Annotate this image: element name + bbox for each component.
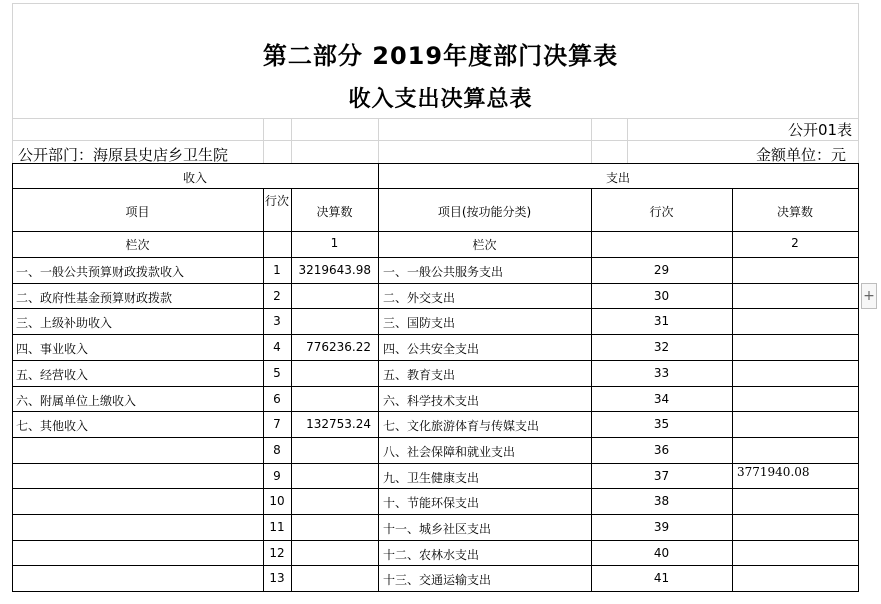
expense-row-no-cell: 33 bbox=[653, 366, 670, 380]
expense-row-no-cell: 39 bbox=[653, 520, 670, 534]
column-label-left: 栏次 bbox=[125, 238, 150, 252]
expense-item-cell: 十三、交通运输支出 bbox=[383, 573, 492, 587]
income-amount-cell: 3219643.98 bbox=[298, 263, 371, 277]
income-item-cell: 六、附属单位上缴收入 bbox=[16, 394, 137, 408]
expense-row-no-cell: 32 bbox=[653, 340, 670, 354]
table-border bbox=[378, 163, 379, 592]
income-row-no-cell: 7 bbox=[273, 417, 281, 431]
table-border bbox=[12, 411, 859, 412]
income-amount-cell: 132753.24 bbox=[306, 417, 371, 431]
expense-row-no-cell: 38 bbox=[653, 494, 670, 508]
income-item-cell: 四、事业收入 bbox=[16, 342, 89, 356]
income-row-no-cell: 4 bbox=[273, 340, 281, 354]
expense-item-cell: 十二、农林水支出 bbox=[383, 548, 480, 562]
expense-row-no-cell: 35 bbox=[653, 417, 670, 431]
column-label-right: 栏次 bbox=[472, 238, 497, 252]
income-item-cell: 五、经营收入 bbox=[16, 368, 89, 382]
table-border bbox=[12, 257, 859, 258]
income-row-no-cell: 6 bbox=[273, 392, 281, 406]
expense-row-no-cell: 30 bbox=[653, 289, 670, 303]
income-row-no-cell: 2 bbox=[273, 289, 281, 303]
income-item-cell: 七、其他收入 bbox=[16, 419, 89, 433]
expense-item-cell: 一、一般公共服务支出 bbox=[383, 265, 504, 279]
income-row-no-cell: 5 bbox=[273, 366, 281, 380]
expense-row-no-cell: 41 bbox=[653, 571, 670, 585]
income-row-no-cell: 12 bbox=[269, 546, 285, 560]
income-header: 收入 bbox=[182, 171, 207, 185]
table-border bbox=[12, 488, 859, 489]
department-label: 公开部门：海原县史店乡卫生院 bbox=[18, 146, 229, 164]
table-code: 公开01表 bbox=[788, 121, 853, 139]
expense-item-cell: 四、公共安全支出 bbox=[383, 342, 480, 356]
table-border bbox=[12, 283, 859, 284]
column-number-1: 1 bbox=[330, 236, 339, 250]
expense-row-no-cell: 37 bbox=[653, 469, 670, 483]
table-border bbox=[12, 463, 859, 464]
expense-header: 支出 bbox=[605, 171, 630, 185]
income-amount-cell: 776236.22 bbox=[306, 340, 371, 354]
amount-header: 决算数 bbox=[316, 205, 353, 219]
table-border bbox=[12, 231, 859, 232]
income-row-no-cell: 10 bbox=[269, 494, 285, 508]
table-border bbox=[12, 437, 859, 438]
expense-row-no-cell: 34 bbox=[653, 392, 670, 406]
income-item-cell: 三、上级补助收入 bbox=[16, 316, 113, 330]
expense-row-no-cell: 31 bbox=[653, 314, 670, 328]
report-title: 第二部分 2019年度部门决算表 bbox=[262, 42, 619, 70]
expense-item-cell: 五、教育支出 bbox=[383, 368, 456, 382]
expense-item-cell: 九、卫生健康支出 bbox=[383, 471, 480, 485]
expense-item-cell: 十、节能环保支出 bbox=[383, 496, 480, 510]
expense-item-cell: 二、外交支出 bbox=[383, 291, 456, 305]
income-row-no-cell: 3 bbox=[273, 314, 281, 328]
row-no-header: 行次 bbox=[264, 194, 289, 208]
item-header: 项目 bbox=[125, 205, 150, 219]
expense-row-no-cell: 29 bbox=[653, 263, 670, 277]
column-number-2: 2 bbox=[791, 236, 799, 250]
table-border bbox=[12, 540, 859, 541]
expense-item-cell: 八、社会保障和就业支出 bbox=[383, 445, 516, 459]
report-subtitle: 收入支出决算总表 bbox=[348, 87, 533, 112]
expense-item-cell: 三、国防支出 bbox=[383, 316, 456, 330]
table-border bbox=[12, 188, 859, 189]
table-border bbox=[12, 514, 859, 515]
table-border bbox=[12, 386, 859, 387]
gridline bbox=[12, 118, 858, 119]
gridline bbox=[12, 3, 858, 4]
expense-item-cell: 六、科学技术支出 bbox=[383, 394, 480, 408]
table-border bbox=[12, 163, 13, 592]
expense-row-no-cell: 36 bbox=[653, 443, 670, 457]
table-border bbox=[858, 163, 859, 592]
table-border bbox=[12, 565, 859, 566]
expand-button[interactable]: + bbox=[861, 283, 877, 309]
gridline bbox=[12, 140, 858, 141]
row-no-header-2: 行次 bbox=[649, 205, 674, 219]
income-item-cell: 二、政府性基金预算财政拨款 bbox=[16, 291, 173, 305]
income-row-no-cell: 11 bbox=[269, 520, 285, 534]
expense-amount-cell: 3771940.08 bbox=[737, 465, 810, 479]
table-border bbox=[12, 308, 859, 309]
income-row-no-cell: 1 bbox=[273, 263, 281, 277]
table-border bbox=[12, 591, 859, 592]
expense-item-cell: 十一、城乡社区支出 bbox=[383, 522, 492, 536]
income-row-no-cell: 13 bbox=[269, 571, 285, 585]
income-row-no-cell: 8 bbox=[273, 443, 281, 457]
unit-label: 金额单位：元 bbox=[756, 146, 847, 164]
income-row-no-cell: 9 bbox=[273, 469, 281, 483]
table-border bbox=[12, 334, 859, 335]
function-item-header: 项目(按功能分类) bbox=[437, 205, 532, 219]
expense-row-no-cell: 40 bbox=[653, 546, 670, 560]
income-item-cell: 一、一般公共预算财政拨款收入 bbox=[16, 265, 185, 279]
amount-header-2: 决算数 bbox=[776, 205, 813, 219]
table-border bbox=[12, 360, 859, 361]
expense-item-cell: 七、文化旅游体育与传媒支出 bbox=[383, 419, 540, 433]
